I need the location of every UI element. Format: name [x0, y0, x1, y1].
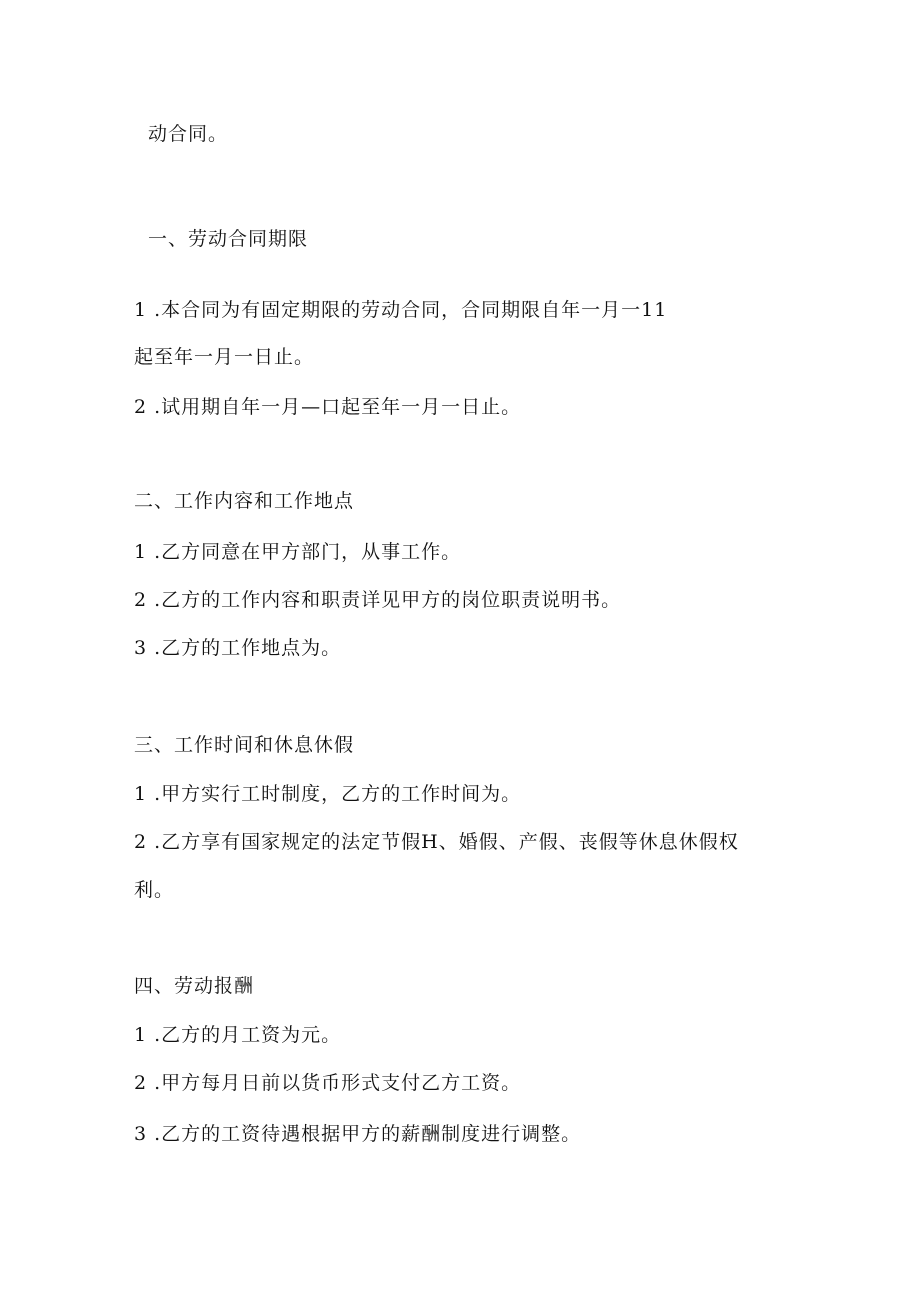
- section4-item3: 3 .乙方的工资待遇根据甲方的薪酬制度进行调整。: [134, 1123, 582, 1145]
- section1-heading: 一、劳动合同期限: [148, 228, 309, 250]
- section3-heading: 三、工作时间和休息休假: [134, 734, 355, 756]
- section4-item1: 1 .乙方的月工资为元。: [134, 1024, 342, 1046]
- section2-item3: 3 .乙方的工作地点为。: [134, 637, 342, 659]
- section1-item1-line2: 起至年一月一日止。: [134, 346, 315, 368]
- section2-heading: 二、工作内容和工作地点: [134, 490, 355, 512]
- section1-item2: 2 .试用期自年一月—口起至年一月一日止。: [134, 396, 522, 418]
- section2-item1: 1 .乙方同意在甲方部门，从事工作。: [134, 541, 462, 563]
- section3-item1: 1 .甲方实行工时制度，乙方的工作时间为。: [134, 783, 522, 805]
- section2-item2: 2 .乙方的工作内容和职责详见甲方的岗位职责说明书。: [134, 589, 622, 611]
- section4-heading: 四、劳动报酬: [134, 975, 255, 997]
- section1-item1-line1: 1 .本合同为有固定期限的劳动合同，合同期限自年一月一11: [134, 299, 668, 321]
- section3-item2-line1: 2 .乙方享有国家规定的法定节假H、婚假、产假、丧假等休息休假权: [134, 831, 739, 853]
- intro-tail-text: 动合同。: [148, 123, 229, 145]
- section4-item2: 2 .甲方每月日前以货币形式支付乙方工资。: [134, 1072, 522, 1094]
- section3-item2-line2: 利。: [134, 879, 175, 901]
